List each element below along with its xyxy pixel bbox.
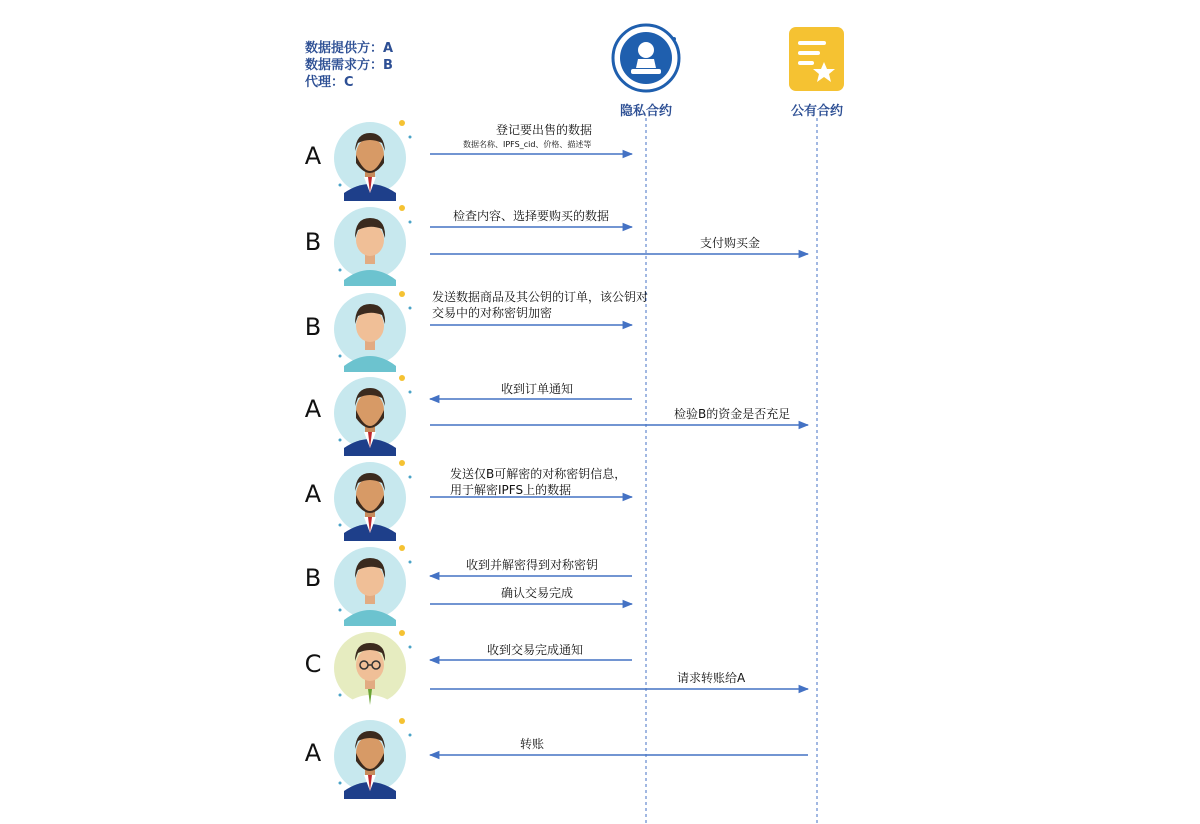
- young-man-avatar: [330, 200, 416, 286]
- message-register-data: 登记要出售的数据: [496, 123, 593, 137]
- message-check-funds: 检验B的资金是否充足: [674, 407, 791, 421]
- public-contract-icon: [789, 27, 844, 91]
- bearded-man-avatar: [330, 713, 416, 799]
- actor-label: C: [304, 650, 322, 678]
- actor-label: B: [304, 313, 322, 341]
- legend-agent: 代理：C: [305, 75, 354, 90]
- bearded-man-avatar: [330, 370, 416, 456]
- message-complete-notice: 收到交易完成通知: [487, 643, 584, 657]
- private-contract-icon: [613, 25, 679, 91]
- legend-requester: 数据需求方：B: [305, 58, 393, 73]
- message-receive-key: 收到并解密得到对称密钥: [466, 558, 599, 572]
- private-contract-label: 隐私合约: [619, 104, 672, 119]
- young-man-avatar: [330, 286, 416, 372]
- message-request-transfer: 请求转账给A: [677, 671, 746, 685]
- actor-label: A: [304, 395, 322, 423]
- message-pay: 支付购买金: [700, 236, 761, 250]
- actor-label: A: [304, 480, 322, 508]
- message-register-fields: 数据名称、IPFS_cid、价格、描述等: [463, 140, 592, 149]
- message-select-data: 检查内容、选择要购买的数据: [453, 209, 610, 223]
- young-man-avatar: [330, 540, 416, 626]
- message-send-order: 发送数据商品及其公钥的订单，该公钥对交易中的对称密钥加密: [432, 290, 649, 320]
- actor-label: B: [304, 228, 322, 256]
- bearded-man-avatar: [330, 115, 416, 201]
- message-confirm: 确认交易完成: [501, 586, 574, 600]
- actor-label: A: [304, 142, 322, 170]
- public-contract-label: 公有合约: [790, 104, 843, 119]
- legend-provider: 数据提供方：A: [305, 41, 394, 56]
- bearded-man-avatar: [330, 455, 416, 541]
- actor-label: B: [304, 564, 322, 592]
- actor-label: A: [304, 739, 322, 767]
- glasses-man-avatar: [330, 625, 416, 711]
- message-transfer: 转账: [520, 737, 545, 751]
- message-send-key: 发送仅B可解密的对称密钥信息，用于解密IPFS上的数据: [450, 467, 627, 497]
- message-order-notice: 收到订单通知: [501, 382, 574, 396]
